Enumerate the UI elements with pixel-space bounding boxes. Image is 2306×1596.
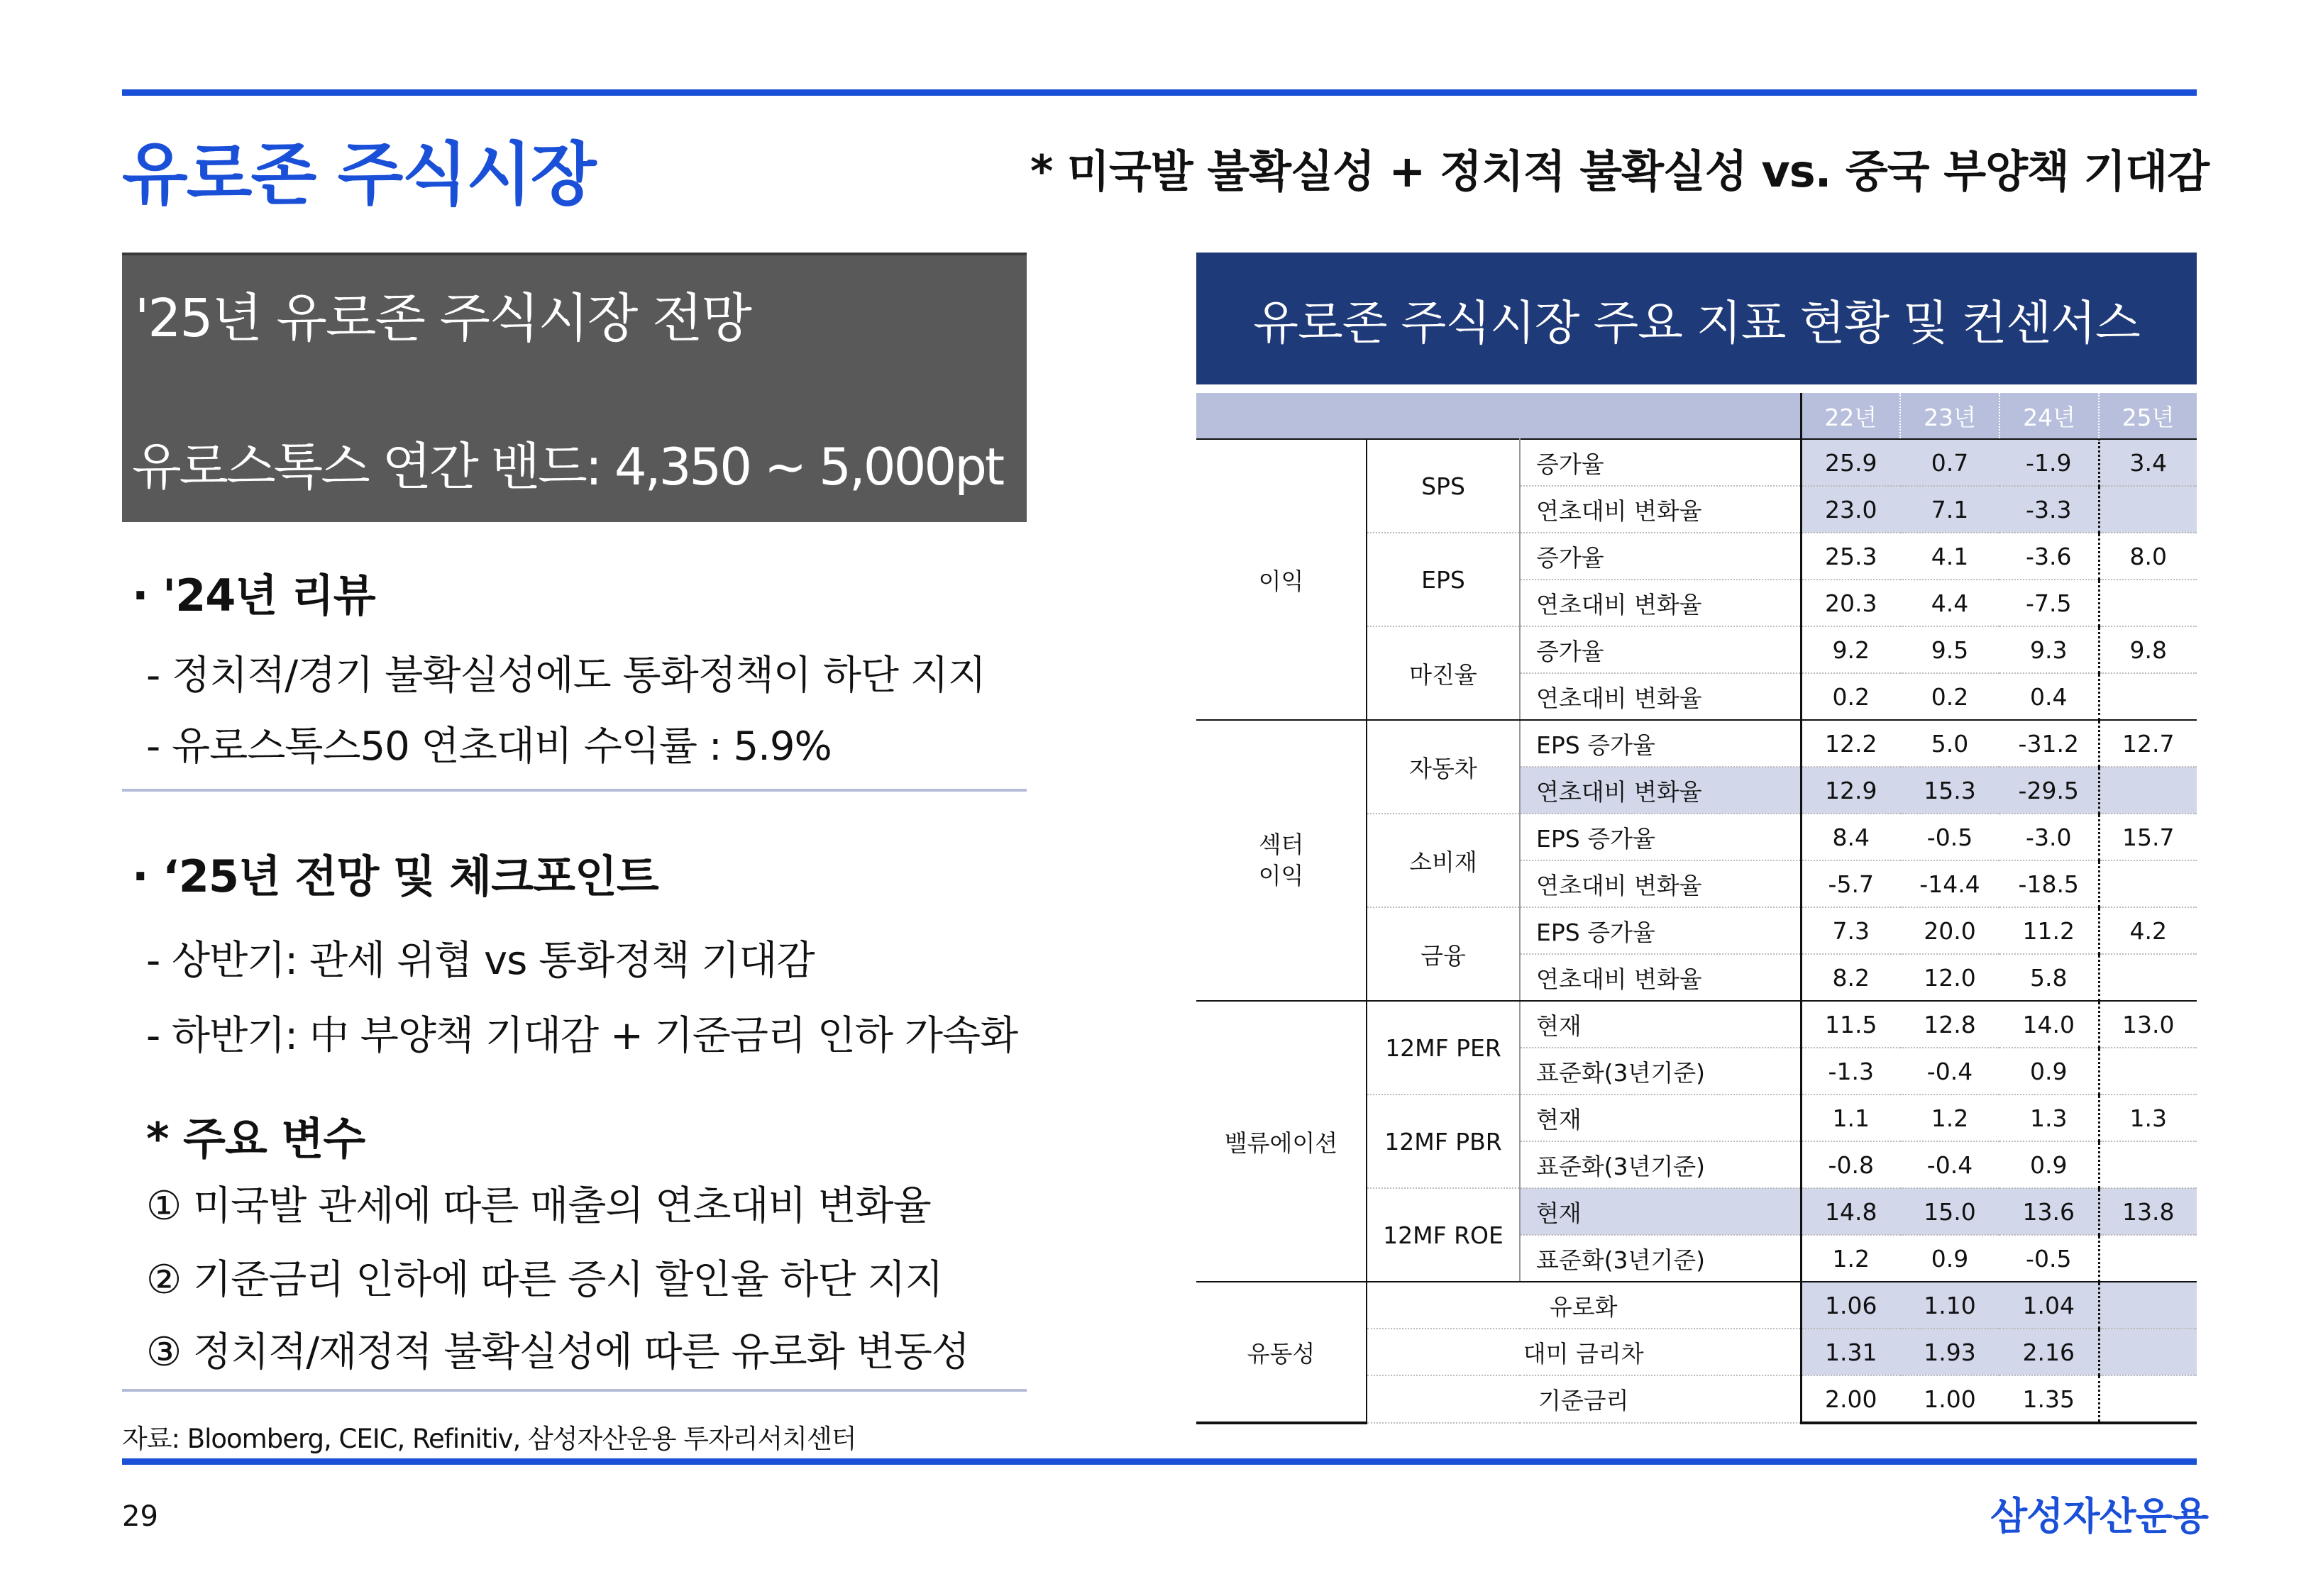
table-cell: -0.5 — [1900, 814, 1999, 860]
row-label: 현재 — [1520, 1188, 1801, 1235]
table-cell: 4.1 — [1900, 533, 1999, 580]
row-label: 증가율 — [1520, 533, 1801, 580]
outlook-line-2: - 하반기: 中 부양책 기대감 + 기준금리 인하 가속화 — [146, 1013, 1018, 1059]
subgroup-label: SPS — [1367, 439, 1520, 533]
table-cell — [2099, 954, 2197, 1001]
table-cell — [2099, 1141, 2197, 1188]
table-cell: -18.5 — [1999, 860, 2099, 907]
subgroup-label: 소비재 — [1367, 814, 1520, 907]
subgroup-label: 12MF ROE — [1367, 1188, 1520, 1282]
table-cell: 14.0 — [1999, 1001, 2099, 1048]
table-cell: 4.2 — [2099, 907, 2197, 954]
table-cell: 20.3 — [1801, 580, 1900, 626]
table-cell: 25.9 — [1801, 439, 1900, 486]
review-heading: · '24년 리뷰 — [132, 570, 375, 621]
table-cell: 8.2 — [1801, 954, 1900, 1001]
table-cell: 9.2 — [1801, 626, 1900, 673]
table-cell: 3.4 — [2099, 439, 2197, 486]
table-cell: 13.8 — [2099, 1188, 2197, 1235]
outlook-band: 유로스톡스 연간 밴드: 4,350 ~ 5,000pt — [132, 437, 1003, 497]
company-logo: 삼성자산운용 — [1990, 1494, 2208, 1539]
table-cell: 1.35 — [1999, 1375, 2099, 1423]
table-row — [1196, 720, 2197, 767]
table-cell: 12.7 — [2099, 720, 2197, 767]
table-cell: 0.2 — [1801, 673, 1900, 720]
review-line-1: - 정치적/경기 불확실성에도 통화정책이 하단 지지 — [146, 653, 986, 699]
row-label: 표준화(3년기준) — [1520, 1048, 1801, 1095]
subgroup-label: EPS — [1367, 533, 1520, 626]
table-row — [1196, 1001, 2197, 1048]
row-label: 증가율 — [1520, 439, 1801, 486]
table-cell — [2099, 580, 2197, 626]
year-header: 24년 — [1999, 393, 2099, 439]
divider — [122, 1389, 1027, 1392]
table-cell: 0.9 — [1999, 1048, 2099, 1095]
page-title: 유로존 주식시장 — [122, 135, 595, 214]
table-cell: -3.0 — [1999, 814, 2099, 860]
page-number: 29 — [122, 1500, 158, 1533]
table-cell: 1.10 — [1900, 1282, 1999, 1329]
table-cell: -14.4 — [1900, 860, 1999, 907]
table-cell: 25.3 — [1801, 533, 1900, 580]
outlook-section-heading: · ‘25년 전망 및 체크포인트 — [132, 850, 658, 902]
row-label: 연초대비 변화율 — [1520, 580, 1801, 626]
row-label: 유로화 — [1367, 1282, 1801, 1329]
outlook-heading: '25년 유로존 주식시장 전망 — [135, 288, 751, 349]
row-label: 대미 금리차 — [1367, 1329, 1801, 1375]
table-cell — [2099, 1048, 2197, 1095]
table-cell: 15.3 — [1900, 767, 1999, 814]
subgroup-label: 자동차 — [1367, 720, 1520, 814]
source-note: 자료: Bloomberg, CEIC, Refinitiv, 삼성자산운용 투자리서치센터 — [122, 1424, 856, 1454]
table-cell: 12.9 — [1801, 767, 1900, 814]
row-label: 현재 — [1520, 1095, 1801, 1141]
table-cell: 5.0 — [1900, 720, 1999, 767]
table-cell: 15.7 — [2099, 814, 2197, 860]
bottom-rule — [122, 1458, 2197, 1465]
subgroup-label: 금융 — [1367, 907, 1520, 1001]
year-header: 25년 — [2099, 393, 2197, 439]
table-cell: 12.0 — [1900, 954, 1999, 1001]
table-cell: 23.0 — [1801, 486, 1900, 533]
table-cell: 8.4 — [1801, 814, 1900, 860]
table-row — [1196, 439, 2197, 486]
table-title: 유로존 주식시장 주요 지표 현황 및 컨센서스 — [1196, 253, 2197, 384]
table-cell: 12.8 — [1900, 1001, 1999, 1048]
table-cell: 8.0 — [2099, 533, 2197, 580]
table-cell: -31.2 — [1999, 720, 2099, 767]
table-cell: 1.3 — [1999, 1095, 2099, 1141]
table-cell: 13.0 — [2099, 1001, 2197, 1048]
table-cell: 2.16 — [1999, 1329, 2099, 1375]
group-label: 유동성 — [1196, 1282, 1367, 1423]
variable-line-1: ① 미국발 관세에 따른 매출의 연초대비 변화율 — [146, 1183, 931, 1229]
table-cell: -0.4 — [1900, 1048, 1999, 1095]
table-cell: 2.00 — [1801, 1375, 1900, 1423]
table-cell: 0.2 — [1900, 673, 1999, 720]
table-cell: 14.8 — [1801, 1188, 1900, 1235]
table-cell: 7.1 — [1900, 486, 1999, 533]
table-cell: 0.7 — [1900, 439, 1999, 486]
table-cell: 1.31 — [1801, 1329, 1900, 1375]
top-rule — [122, 89, 2197, 96]
row-label: 현재 — [1520, 1001, 1801, 1048]
table-cell: 1.00 — [1900, 1375, 1999, 1423]
row-label: 증가율 — [1520, 626, 1801, 673]
row-label: EPS 증가율 — [1520, 814, 1801, 860]
row-label: EPS 증가율 — [1520, 720, 1801, 767]
row-label: 기준금리 — [1367, 1375, 1801, 1423]
group-label: 밸류에이션 — [1196, 1001, 1367, 1282]
table-cell: -0.5 — [1999, 1235, 2099, 1282]
variables-heading: * 주요 변수 — [146, 1113, 365, 1165]
table-cell: 9.5 — [1900, 626, 1999, 673]
table-cell: -3.3 — [1999, 486, 2099, 533]
table-row — [1196, 1282, 2197, 1329]
table-cell: 1.2 — [1801, 1235, 1900, 1282]
table-cell: -1.9 — [1999, 439, 2099, 486]
table-cell: 20.0 — [1900, 907, 1999, 954]
table-cell — [2099, 767, 2197, 814]
row-label: 연초대비 변화율 — [1520, 486, 1801, 533]
table-cell: -0.4 — [1900, 1141, 1999, 1188]
table-cell: 1.3 — [2099, 1095, 2197, 1141]
year-header: 23년 — [1900, 393, 1999, 439]
row-label: 연초대비 변화율 — [1520, 954, 1801, 1001]
table-cell: 7.3 — [1801, 907, 1900, 954]
row-label: 연초대비 변화율 — [1520, 673, 1801, 720]
table-cell: 1.06 — [1801, 1282, 1900, 1329]
row-label: 연초대비 변화율 — [1520, 767, 1801, 814]
table-cell: 1.1 — [1801, 1095, 1900, 1141]
table-cell: 0.4 — [1999, 673, 2099, 720]
row-label: 표준화(3년기준) — [1520, 1141, 1801, 1188]
table-cell: -29.5 — [1999, 767, 2099, 814]
group-label: 이익 — [1196, 439, 1367, 720]
table-header-row — [1196, 393, 2197, 439]
row-label: EPS 증가율 — [1520, 907, 1801, 954]
table-cell — [2099, 1375, 2197, 1423]
page-subtitle: * 미국발 불확실성 + 정치적 불확실성 vs. 중국 부양책 기대감 — [1030, 145, 2210, 197]
review-line-2: - 유로스톡스50 연초대비 수익률 : 5.9% — [146, 724, 832, 770]
row-label: 연초대비 변화율 — [1520, 860, 1801, 907]
subgroup-label: 12MF PBR — [1367, 1095, 1520, 1188]
table-cell: -0.8 — [1801, 1141, 1900, 1188]
divider — [122, 789, 1027, 792]
row-label: 표준화(3년기준) — [1520, 1235, 1801, 1282]
table-cell: 0.9 — [1900, 1235, 1999, 1282]
group-label: 섹터 이익 — [1196, 720, 1367, 1001]
table-cell: 15.0 — [1900, 1188, 1999, 1235]
table-cell — [2099, 1329, 2197, 1375]
table-cell: -1.3 — [1801, 1048, 1900, 1095]
table-cell: 5.8 — [1999, 954, 2099, 1001]
subgroup-label: 12MF PER — [1367, 1001, 1520, 1095]
table-cell: 13.6 — [1999, 1188, 2099, 1235]
table-cell: -3.6 — [1999, 533, 2099, 580]
indicator-table — [1196, 393, 2197, 1424]
table-cell — [2099, 673, 2197, 720]
variable-line-3: ③ 정치적/재정적 불확실성에 따른 유로화 변동성 — [146, 1329, 969, 1375]
table-cell — [2099, 1235, 2197, 1282]
table-cell: 9.8 — [2099, 626, 2197, 673]
table-cell: -7.5 — [1999, 580, 2099, 626]
table-cell: 1.2 — [1900, 1095, 1999, 1141]
year-header: 22년 — [1801, 393, 1900, 439]
table-cell: 4.4 — [1900, 580, 1999, 626]
outlook-line-1: - 상반기: 관세 위협 vs 통화정책 기대감 — [146, 938, 815, 984]
table-cell — [2099, 1282, 2197, 1329]
table-cell: 12.2 — [1801, 720, 1900, 767]
subgroup-label: 마진율 — [1367, 626, 1520, 720]
table-cell: 0.9 — [1999, 1141, 2099, 1188]
table-cell: 9.3 — [1999, 626, 2099, 673]
table-cell: -5.7 — [1801, 860, 1900, 907]
table-cell: 11.5 — [1801, 1001, 1900, 1048]
variable-line-2: ② 기준금리 인하에 따른 증시 할인율 하단 지지 — [146, 1257, 943, 1303]
table-cell — [2099, 486, 2197, 533]
table-cell — [2099, 860, 2197, 907]
table-cell: 11.2 — [1999, 907, 2099, 954]
outlook-box — [122, 253, 1027, 522]
table-cell: 1.93 — [1900, 1329, 1999, 1375]
table-cell: 1.04 — [1999, 1282, 2099, 1329]
